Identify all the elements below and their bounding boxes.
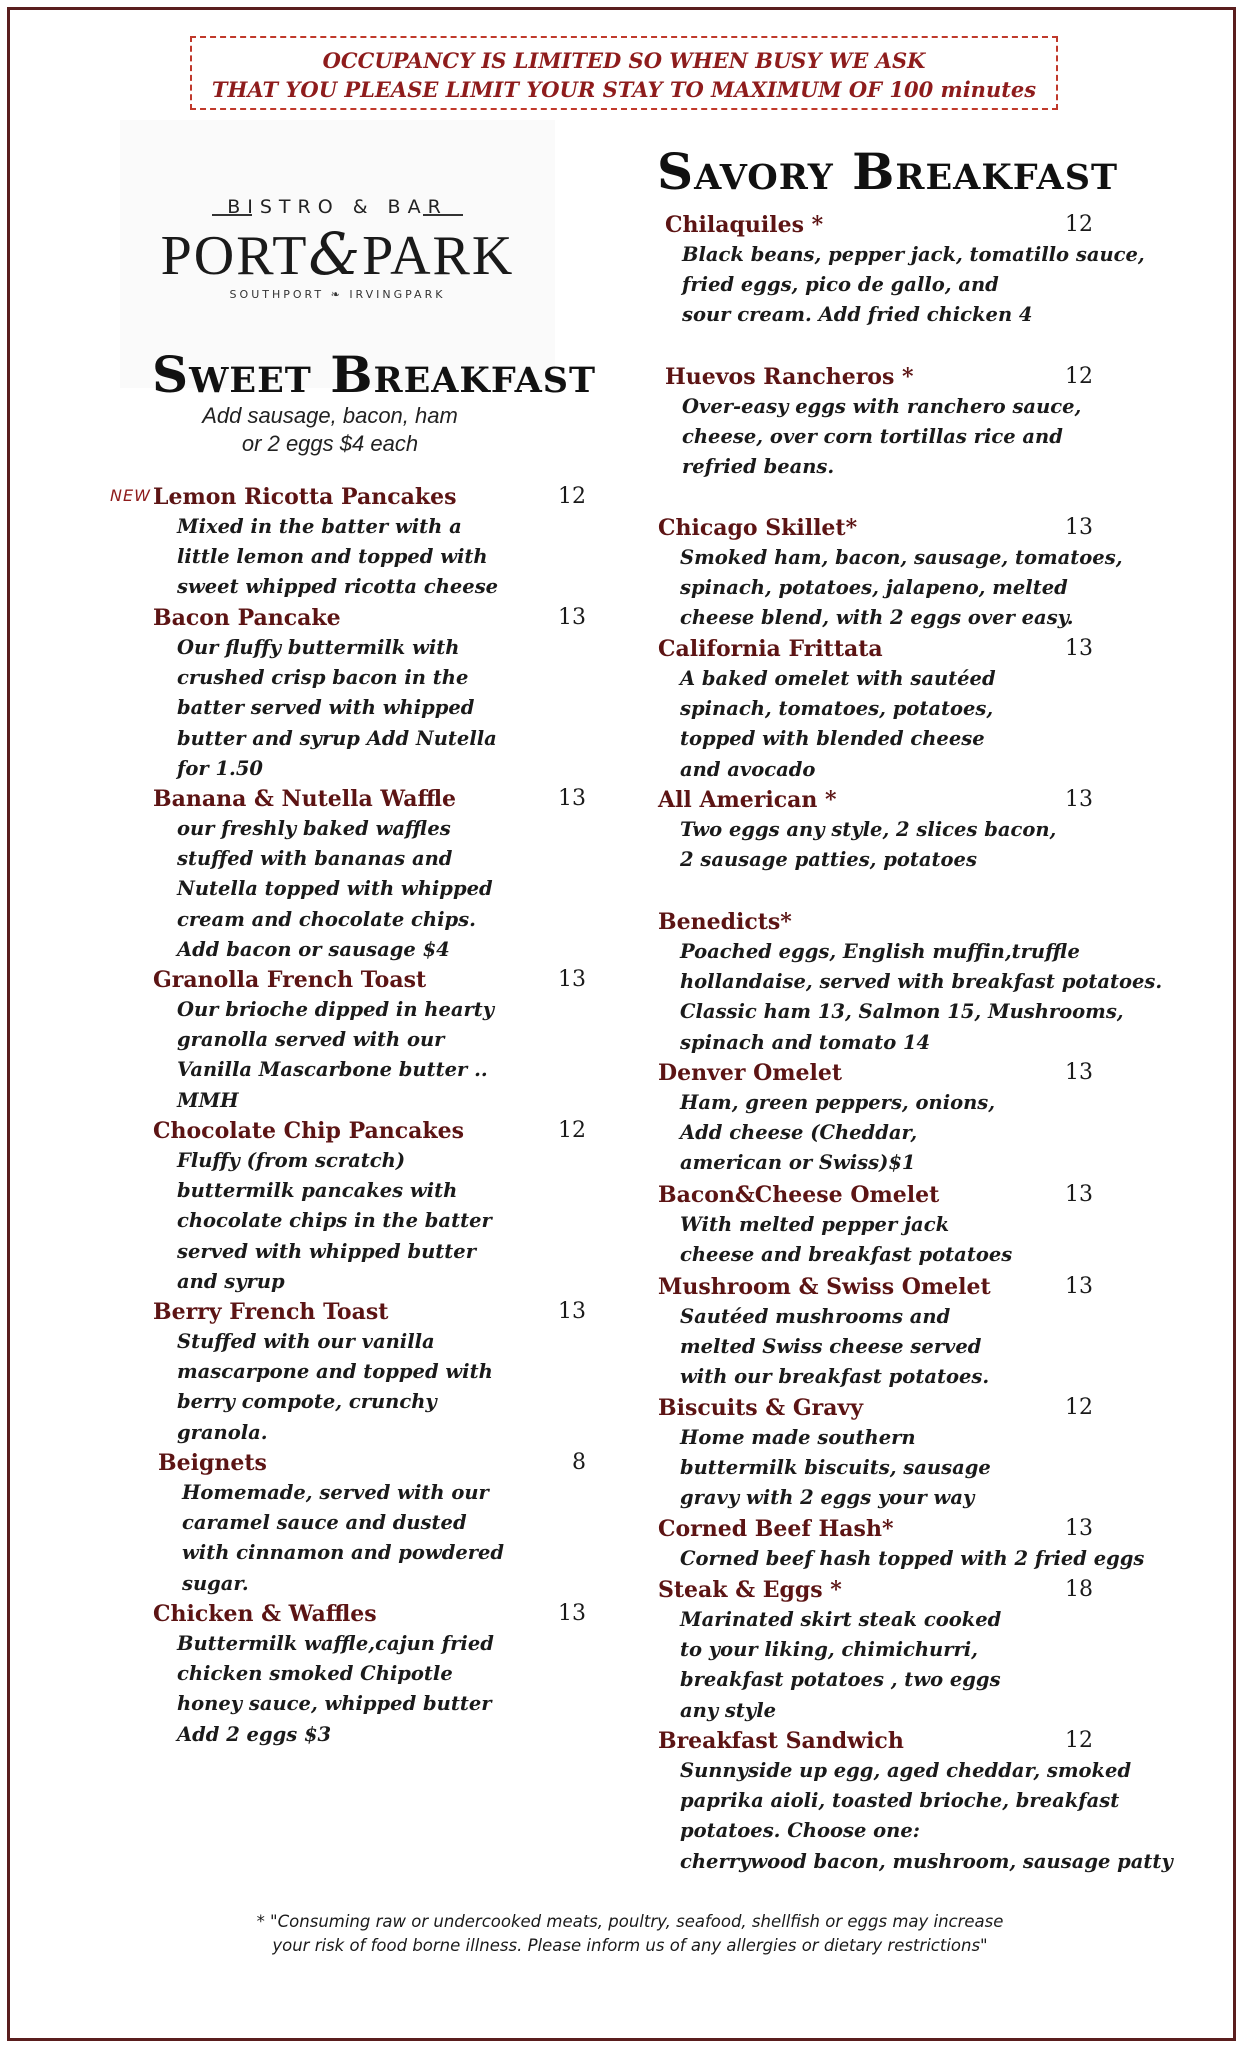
item-description: Stuffed with our vanilla mascarpone and topped with berry compote, crunchy granola. bbox=[177, 1330, 493, 1444]
item-name: Bacon&Cheese Omelet bbox=[658, 1182, 940, 1208]
item-name: Chicken & Waffles bbox=[153, 1601, 377, 1627]
item-price: 13 bbox=[1065, 1182, 1093, 1207]
item-description: Fluffy (from scratch) buttermilk pancakes with chocolate chips in the batter served with whipped butter and syrup bbox=[177, 1149, 492, 1293]
addon-line-1: Add sausage, bacon, ham bbox=[202, 403, 458, 428]
item-price: 13 bbox=[1065, 636, 1093, 661]
item-name: Berry French Toast bbox=[153, 1299, 389, 1325]
menu-item bbox=[658, 1575, 1228, 1726]
menu-item bbox=[658, 634, 1228, 785]
menu-item bbox=[658, 785, 1228, 875]
logo-ornament-left bbox=[212, 214, 252, 216]
menu-item bbox=[658, 1726, 1238, 1877]
menu-item bbox=[153, 784, 603, 965]
item-price: 13 bbox=[1065, 1274, 1093, 1299]
menu-item bbox=[658, 1058, 1228, 1179]
sweet-addon-note bbox=[160, 402, 500, 458]
item-description: Homemade, served with our caramel sauce and dusted with cinnamon and powdered sugar. bbox=[182, 1481, 505, 1595]
item-price: 13 bbox=[558, 605, 586, 630]
item-description: A baked omelet with sautéed spinach, tomatoes, potatoes, topped with blended cheese and avocado bbox=[680, 667, 996, 781]
occupancy-notice bbox=[190, 36, 1058, 110]
item-description: Mixed in the batter with a little lemon and topped with sweet whipped ricotta cheese bbox=[177, 515, 499, 599]
new-badge: NEW bbox=[110, 486, 151, 505]
item-name: Lemon Ricotta Pancakes bbox=[153, 484, 457, 510]
logo-wordmark bbox=[120, 222, 555, 288]
menu-item bbox=[658, 1272, 1228, 1393]
item-description: Sautéed mushrooms and melted Swiss cheese served with our breakfast potatoes. bbox=[680, 1305, 990, 1389]
logo-location-southport: SOUTHPORT bbox=[229, 288, 325, 301]
menu-item bbox=[153, 965, 603, 1116]
item-price: 13 bbox=[558, 786, 586, 811]
item-description: Corned beef hash topped with 2 fried eggs bbox=[680, 1547, 1145, 1570]
item-name: Beignets bbox=[158, 1450, 267, 1476]
allergy-disclaimer bbox=[200, 1910, 1060, 1958]
menu-item bbox=[665, 210, 1235, 331]
menu-item bbox=[153, 1599, 603, 1750]
item-price: 13 bbox=[1065, 515, 1093, 540]
notice-line-2: THAT YOU PLEASE LIMIT YOUR STAY TO MAXIMUM OF 100 minutes bbox=[211, 77, 1037, 102]
item-price: 13 bbox=[558, 967, 586, 992]
item-name: Corned Beef Hash* bbox=[658, 1516, 894, 1542]
logo-word-port: PORT bbox=[160, 225, 309, 287]
item-price: 8 bbox=[572, 1450, 586, 1475]
logo-ornament-right bbox=[423, 214, 463, 216]
item-description: Our fluffy buttermilk with crushed crisp bacon in the batter served with whipped butter and syrup Add Nutella for 1.50 bbox=[177, 636, 497, 780]
item-price: 13 bbox=[1065, 1060, 1093, 1085]
item-price: 13 bbox=[558, 1299, 586, 1324]
menu-item bbox=[658, 907, 1238, 1058]
addon-line-2: or 2 eggs $4 each bbox=[241, 431, 419, 456]
item-name: Banana & Nutella Waffle bbox=[153, 786, 457, 812]
menu-item bbox=[665, 362, 1235, 483]
menu-item bbox=[658, 1393, 1228, 1514]
menu-item bbox=[658, 513, 1228, 634]
item-name: Biscuits & Gravy bbox=[658, 1395, 864, 1421]
logo-word-park: PARK bbox=[362, 225, 515, 287]
logo-tagline: BISTRO & BAR bbox=[227, 196, 448, 218]
item-description: Ham, green peppers, onions, Add cheese (Cheddar, american or Swiss)$1 bbox=[680, 1091, 996, 1175]
item-description: Sunnyside up egg, aged cheddar, smoked paprika aioli, toasted brioche, breakfast potatoes. Choose one: cherrywood bacon, mushroom, sausage patty bbox=[680, 1759, 1173, 1873]
item-price: 12 bbox=[558, 1118, 586, 1143]
item-name: Breakfast Sandwich bbox=[658, 1728, 904, 1754]
item-price: 13 bbox=[1065, 1516, 1093, 1541]
item-name: Mushroom & Swiss Omelet bbox=[658, 1274, 991, 1300]
item-price: 18 bbox=[1065, 1577, 1093, 1602]
menu-item bbox=[153, 1297, 603, 1448]
notice-line-1: OCCUPANCY IS LIMITED SO WHEN BUSY WE ASK bbox=[322, 48, 926, 73]
item-price: 12 bbox=[1065, 212, 1093, 237]
item-name: Benedicts* bbox=[658, 909, 792, 935]
item-name: Chicago Skillet* bbox=[658, 515, 858, 541]
item-price: 13 bbox=[558, 1601, 586, 1626]
item-description: Our brioche dipped in hearty granolla served with our Vanilla Mascarbone butter .. MMH bbox=[177, 998, 495, 1112]
item-name: Granolla French Toast bbox=[153, 967, 427, 993]
item-description: Poached eggs, English muffin,truffle hollandaise, served with breakfast potatoes. Classic ham 13, Salmon 15, Mushrooms, spinach and tomato 14 bbox=[680, 940, 1163, 1054]
logo-divider-icon: ❧ bbox=[330, 288, 350, 301]
item-description: Smoked ham, bacon, sausage, tomatoes, spinach, potatoes, jalapeno, melted cheese blend, with 2 eggs over easy. bbox=[680, 546, 1123, 630]
item-description: With melted pepper jack cheese and breakfast potatoes bbox=[680, 1213, 1013, 1267]
disclaimer-line-1: * "Consuming raw or undercooked meats, poultry, seafood, shellfish or eggs may increase bbox=[256, 1912, 1004, 1931]
item-name: Denver Omelet bbox=[658, 1060, 843, 1086]
item-description: Over-easy eggs with ranchero sauce, cheese, over corn tortillas rice and refried beans. bbox=[682, 395, 1082, 479]
item-description: Black beans, pepper jack, tomatillo sauce, fried eggs, pico de gallo, and sour cream. Add fried chicken 4 bbox=[682, 243, 1145, 327]
item-name: Huevos Rancheros * bbox=[665, 364, 914, 390]
item-name: California Frittata bbox=[658, 636, 883, 662]
item-name: Chilaquiles * bbox=[665, 212, 824, 238]
sweet-breakfast-title: Sweet Breakfast bbox=[152, 345, 597, 404]
menu-item bbox=[153, 482, 603, 603]
item-description: our freshly baked waffles stuffed with bananas and Nutella topped with whipped cream and chocolate chips. Add bacon or sausage $4 bbox=[177, 817, 493, 961]
menu-item bbox=[658, 1180, 1228, 1270]
item-description: Marinated skirt steak cooked to your liking, chimichurri, breakfast potatoes , two eggs any style bbox=[680, 1608, 1002, 1722]
menu-item bbox=[153, 603, 603, 784]
item-name: Steak & Eggs * bbox=[658, 1577, 842, 1603]
savory-breakfast-title: Savory Breakfast bbox=[657, 142, 1119, 201]
item-description: Home made southern buttermilk biscuits, sausage gravy with 2 eggs your way bbox=[680, 1426, 991, 1510]
item-name: Chocolate Chip Pancakes bbox=[153, 1118, 465, 1144]
item-price: 12 bbox=[1065, 1395, 1093, 1420]
item-description: Buttermilk waffle,cajun fried chicken smoked Chipotle honey sauce, whipped butter Add 2 eggs $3 bbox=[177, 1632, 494, 1746]
menu-item bbox=[658, 1514, 1238, 1574]
logo-locations bbox=[120, 288, 555, 301]
disclaimer-line-2: your risk of food borne illness. Please inform us of any allergies or dietary restrictions" bbox=[272, 1936, 988, 1955]
menu-item bbox=[158, 1448, 608, 1599]
item-price: 13 bbox=[1065, 787, 1093, 812]
logo-ampersand: & bbox=[308, 220, 363, 288]
menu-item bbox=[153, 1116, 603, 1297]
item-price: 12 bbox=[558, 484, 586, 509]
item-price: 12 bbox=[1065, 364, 1093, 389]
logo-location-irvingpark: IRVINGPARK bbox=[349, 288, 446, 301]
item-name: Bacon Pancake bbox=[153, 605, 341, 631]
item-description: Two eggs any style, 2 slices bacon, 2 sausage patties, potatoes bbox=[680, 818, 1057, 872]
item-price: 12 bbox=[1065, 1728, 1093, 1753]
item-name: All American * bbox=[658, 787, 837, 813]
